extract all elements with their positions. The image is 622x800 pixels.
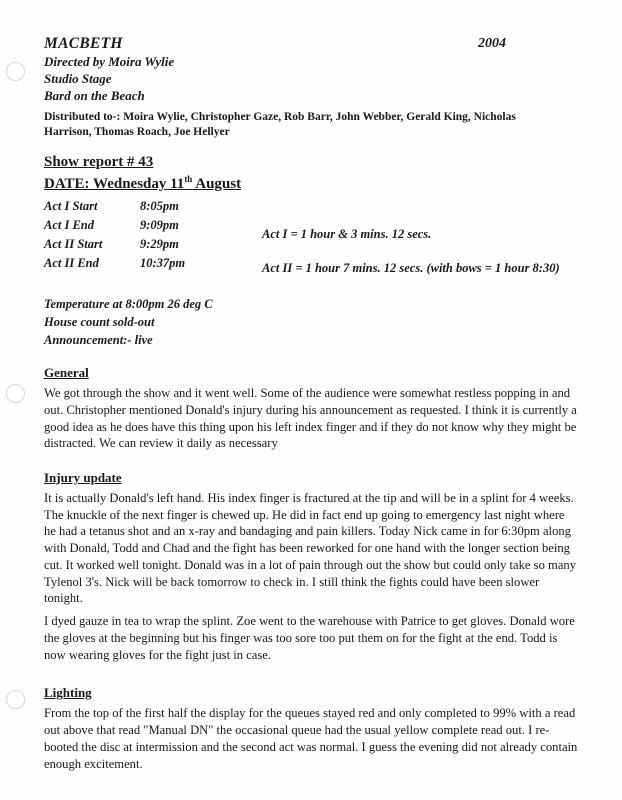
punch-hole-bottom <box>6 690 25 709</box>
year-label: 2004 <box>478 36 506 51</box>
section-heading-lighting: Lighting <box>44 685 92 701</box>
temperature-line: Temperature at 8:00pm 26 deg C <box>44 296 213 311</box>
section-general <box>44 365 584 452</box>
act-time-label: Act II End <box>44 255 99 270</box>
punch-hole-middle <box>6 384 25 403</box>
announcement-line: Announcement:- live <box>44 332 153 347</box>
distribution-list: Distributed to-: Moira Wylie, Christopher Gaze, Rob Barr, John Webber, Gerald King, Nicholas Harrison, Thomas Roach, Joe Hellyer <box>44 110 516 138</box>
section-injury-paragraph: It is actually Donald's left hand. His index finger is fractured at the tip and will be in a splint for 4 weeks. The knuckle of the next finger is chewed up. He did in fact end up going to emergency last night where he had a tetanus shot and an x-ray and bandaging and pain killers. Today Nick came in for 6:30pm along with Donald, Todd and Chad and the fight has been reworked for one hand with the longer section being cut. It worked well tonight. Donald was in a lot of pain through out the show but could only take so many Tylenol 3's. Nick will be back tomorrow to check in. I still think the fights could have been slower tonight. <box>44 491 576 606</box>
act-one-duration: Act I = 1 hour & 3 mins. 12 secs. <box>262 226 432 241</box>
director-line: Directed by Moira Wylie <box>44 54 175 70</box>
section-injury-update <box>44 470 584 663</box>
environment-block <box>44 295 584 349</box>
document-header <box>44 34 584 105</box>
act-time-label: Act I Start <box>44 198 98 213</box>
act-time-row <box>44 237 284 252</box>
show-report-number: Show report # 43 <box>44 153 154 170</box>
house-count-line: House count sold-out <box>44 314 155 329</box>
section-heading-general: General <box>44 365 89 381</box>
act-time-value: 10:37pm <box>140 255 186 270</box>
report-date-ordinal: th <box>184 173 193 184</box>
section-injury-paragraph: I dyed gauze in tea to wrap the splint. Zoe went to the warehouse with Patrice to get gloves. Donald wore the gloves at the beginning but his finger was too sore too put them on for the fight at the end. Todd is now wearing gloves for the fight just in case. <box>44 614 575 662</box>
section-lighting-paragraph: From the top of the first half the display for the queues stayed red and only completed to 99% with a read out above that read "Manual DN" the occasional queue had the usual yellow complete read out. I re-booted the disc at intermission and the second act was normal. I guess the evening did not already contain enough excitement. <box>44 706 578 771</box>
act-time-label: Act II Start <box>44 236 103 251</box>
company-line: Bard on the Beach <box>44 87 145 103</box>
section-heading-injury: Injury update <box>44 470 122 485</box>
report-date-suffix: August <box>192 175 242 192</box>
act-time-row <box>44 256 284 271</box>
section-lighting <box>44 685 584 772</box>
title-block <box>44 34 174 105</box>
document-content <box>44 34 584 772</box>
act-time-value: 9:09pm <box>140 217 179 232</box>
act-time-row <box>44 218 284 233</box>
act-time-value: 8:05pm <box>140 198 179 213</box>
section-general-paragraph: We got through the show and it went well. Some of the audience were somewhat restless popping in and out. Christopher mentioned Donald's injury during his announcement as requested. I think it is currently a good idea as he does have this thing upon his left index finger and if they do not know why they might be distracted. We can review it daily as necessary <box>44 386 577 451</box>
act-time-value: 9:29pm <box>140 236 179 251</box>
punch-hole-top <box>6 62 25 81</box>
report-date <box>44 174 584 193</box>
act-times-block <box>44 199 584 285</box>
act-time-label: Act I End <box>44 217 95 232</box>
venue-line: Studio Stage <box>44 71 112 87</box>
act-time-row <box>44 199 284 214</box>
report-date-prefix: DATE: Wednesday 11 <box>44 175 185 192</box>
act-two-duration: Act II = 1 hour 7 mins. 12 secs. (with bows = 1 hour 8:30) <box>262 260 560 275</box>
show-title: MACBETH <box>44 35 123 52</box>
